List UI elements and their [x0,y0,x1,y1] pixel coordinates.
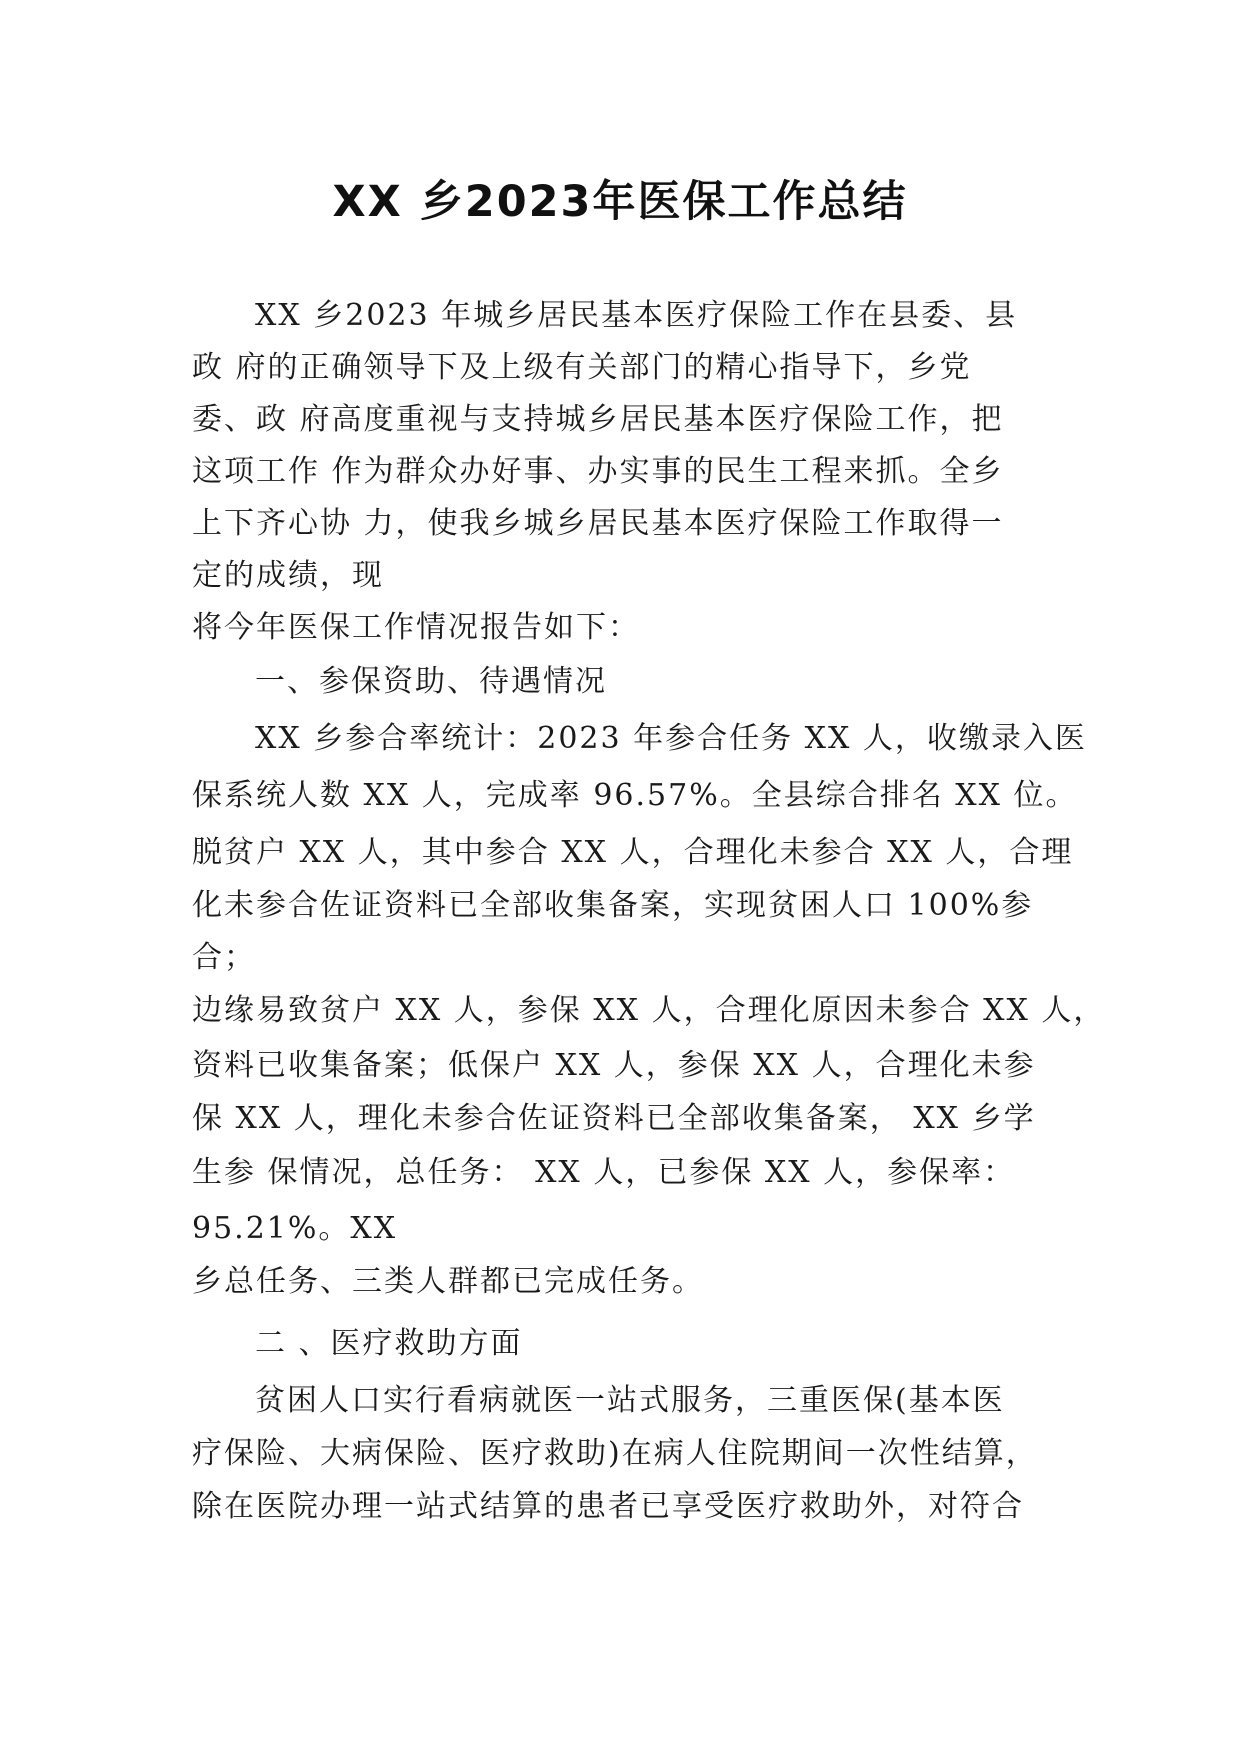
section1-line: 化未参合佐证资料已全部收集备案，实现贫困人口 100%参 [192,888,1034,923]
section-heading: 一、参保资助、待遇情况 [255,664,607,699]
intro-line: XX 乡2023 年城乡居民基本医疗保险工作在县委、县 [255,298,1018,333]
section1-line: 生参 保情况，总任务： XX 人，已参保 XX 人，参保率： [192,1155,1016,1190]
section1-line: 边缘易致贫户 XX 人，参保 XX 人，合理化原因未参合 XX 人， [192,993,1106,1028]
intro-line: 政 府的正确领导下及上级有关部门的精心指导下，乡党 [192,350,972,385]
intro-line: 将今年医保工作情况报告如下： [192,610,640,645]
intro-line: 这项工作 作为群众办好事、办实事的民生工程来抓。全乡 [192,454,1004,489]
intro-line: 定的成绩，现 [192,558,384,593]
section1-line: 乡总任务、三类人群都已完成任务。 [192,1264,704,1299]
section1-line: 脱贫户 XX 人，其中参合 XX 人，合理化未参合 XX 人，合理 [192,835,1074,870]
section1-line: 保 XX 人，理化未参合佐证资料已全部收集备案， XX 乡学 [192,1101,1036,1136]
section1-line: 合； [192,940,256,975]
section-heading: 二 、医疗救助方面 [255,1326,523,1361]
section2-line: 疗保险、大病保险、医疗救助)在病人住院期间一次性结算， [192,1436,1038,1471]
section1-line: 95.21%。XX [192,1211,398,1246]
section2-line: 除在医院办理一站式结算的患者已享受医疗救助外，对符合 [192,1489,1024,1524]
section2-line: 贫困人口实行看病就医一站式服务，三重医保(基本医 [255,1383,1005,1418]
document-title: XX 乡2023年医保工作总结 [332,177,908,227]
section1-line: 资料已收集备案；低保户 XX 人，参保 XX 人，合理化未参 [192,1048,1036,1083]
intro-line: 委、政 府高度重视与支持城乡居民基本医疗保险工作，把 [192,402,1004,437]
section1-line: 保系统人数 XX 人，完成率 96.57%。全县综合排名 XX 位。 [192,778,1078,813]
intro-line: 上下齐心协 力，使我乡城乡居民基本医疗保险工作取得一 [192,506,1004,541]
section1-line: XX 乡参合率统计：2023 年参合任务 XX 人，收缴录入医 [255,721,1087,756]
